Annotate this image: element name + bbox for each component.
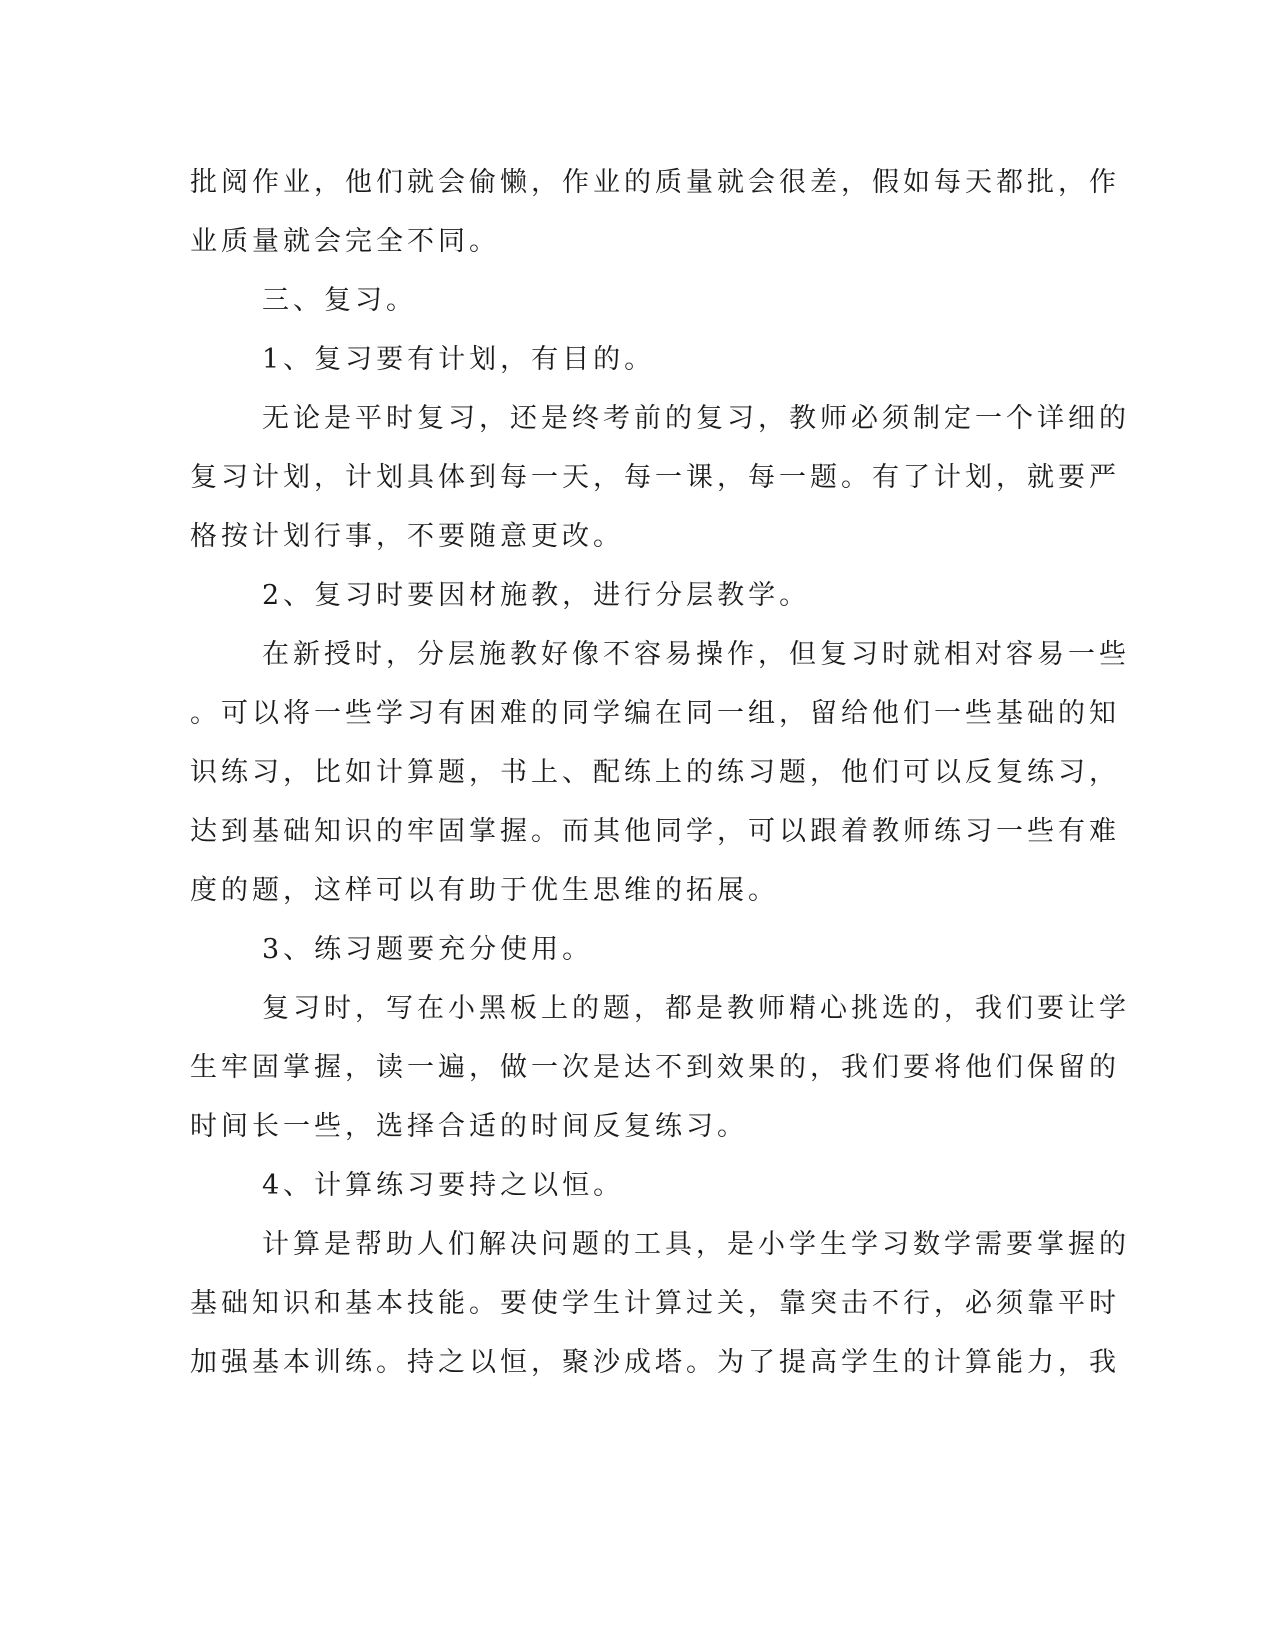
paragraph-first-line: 在新授时，分层施教好像不容易操作，但复习时就相对容易一些 xyxy=(262,639,1130,670)
text-line: 加强基本训练。持之以恒，聚沙成塔。为了提高学生的计算能力，我 xyxy=(190,1347,1120,1378)
paragraph-first-line: 复习时，写在小黑板上的题，都是教师精心挑选的，我们要让学 xyxy=(262,993,1130,1024)
text-line: 基础知识和基本技能。要使学生计算过关，靠突击不行，必须靠平时 xyxy=(190,1288,1120,1319)
subsection-heading: 3、练习题要充分使用。 xyxy=(262,934,594,965)
subsection-heading: 1、复习要有计划，有目的。 xyxy=(262,344,656,375)
paragraph-first-line: 无论是平时复习，还是终考前的复习，教师必须制定一个详细的 xyxy=(262,403,1130,434)
subsection-heading: 2、复习时要因材施教，进行分层教学。 xyxy=(262,580,811,611)
subsection-heading: 4、计算练习要持之以恒。 xyxy=(262,1170,625,1201)
text-line: 。可以将一些学习有困难的同学编在同一组，留给他们一些基础的知 xyxy=(190,698,1120,729)
text-line: 识练习，比如计算题，书上、配练上的练习题，他们可以反复练习， xyxy=(190,757,1120,788)
text-line: 业质量就会完全不同。 xyxy=(190,226,500,257)
section-heading: 三、复习。 xyxy=(262,285,417,316)
text-line: 时间长一些，选择合适的时间反复练习。 xyxy=(190,1111,748,1142)
text-line: 达到基础知识的牢固掌握。而其他同学，可以跟着教师练习一些有难 xyxy=(190,816,1120,847)
paragraph-first-line: 计算是帮助人们解决问题的工具，是小学生学习数学需要掌握的 xyxy=(262,1229,1130,1260)
text-line: 批阅作业，他们就会偷懒，作业的质量就会很差，假如每天都批，作 xyxy=(190,167,1120,198)
text-line: 复习计划，计划具体到每一天，每一课，每一题。有了计划，就要严 xyxy=(190,462,1120,493)
text-line: 度的题，这样可以有助于优生思维的拓展。 xyxy=(190,875,779,906)
text-line: 格按计划行事，不要随意更改。 xyxy=(190,521,624,552)
text-line: 生牢固掌握，读一遍，做一次是达不到效果的，我们要将他们保留的 xyxy=(190,1052,1120,1083)
